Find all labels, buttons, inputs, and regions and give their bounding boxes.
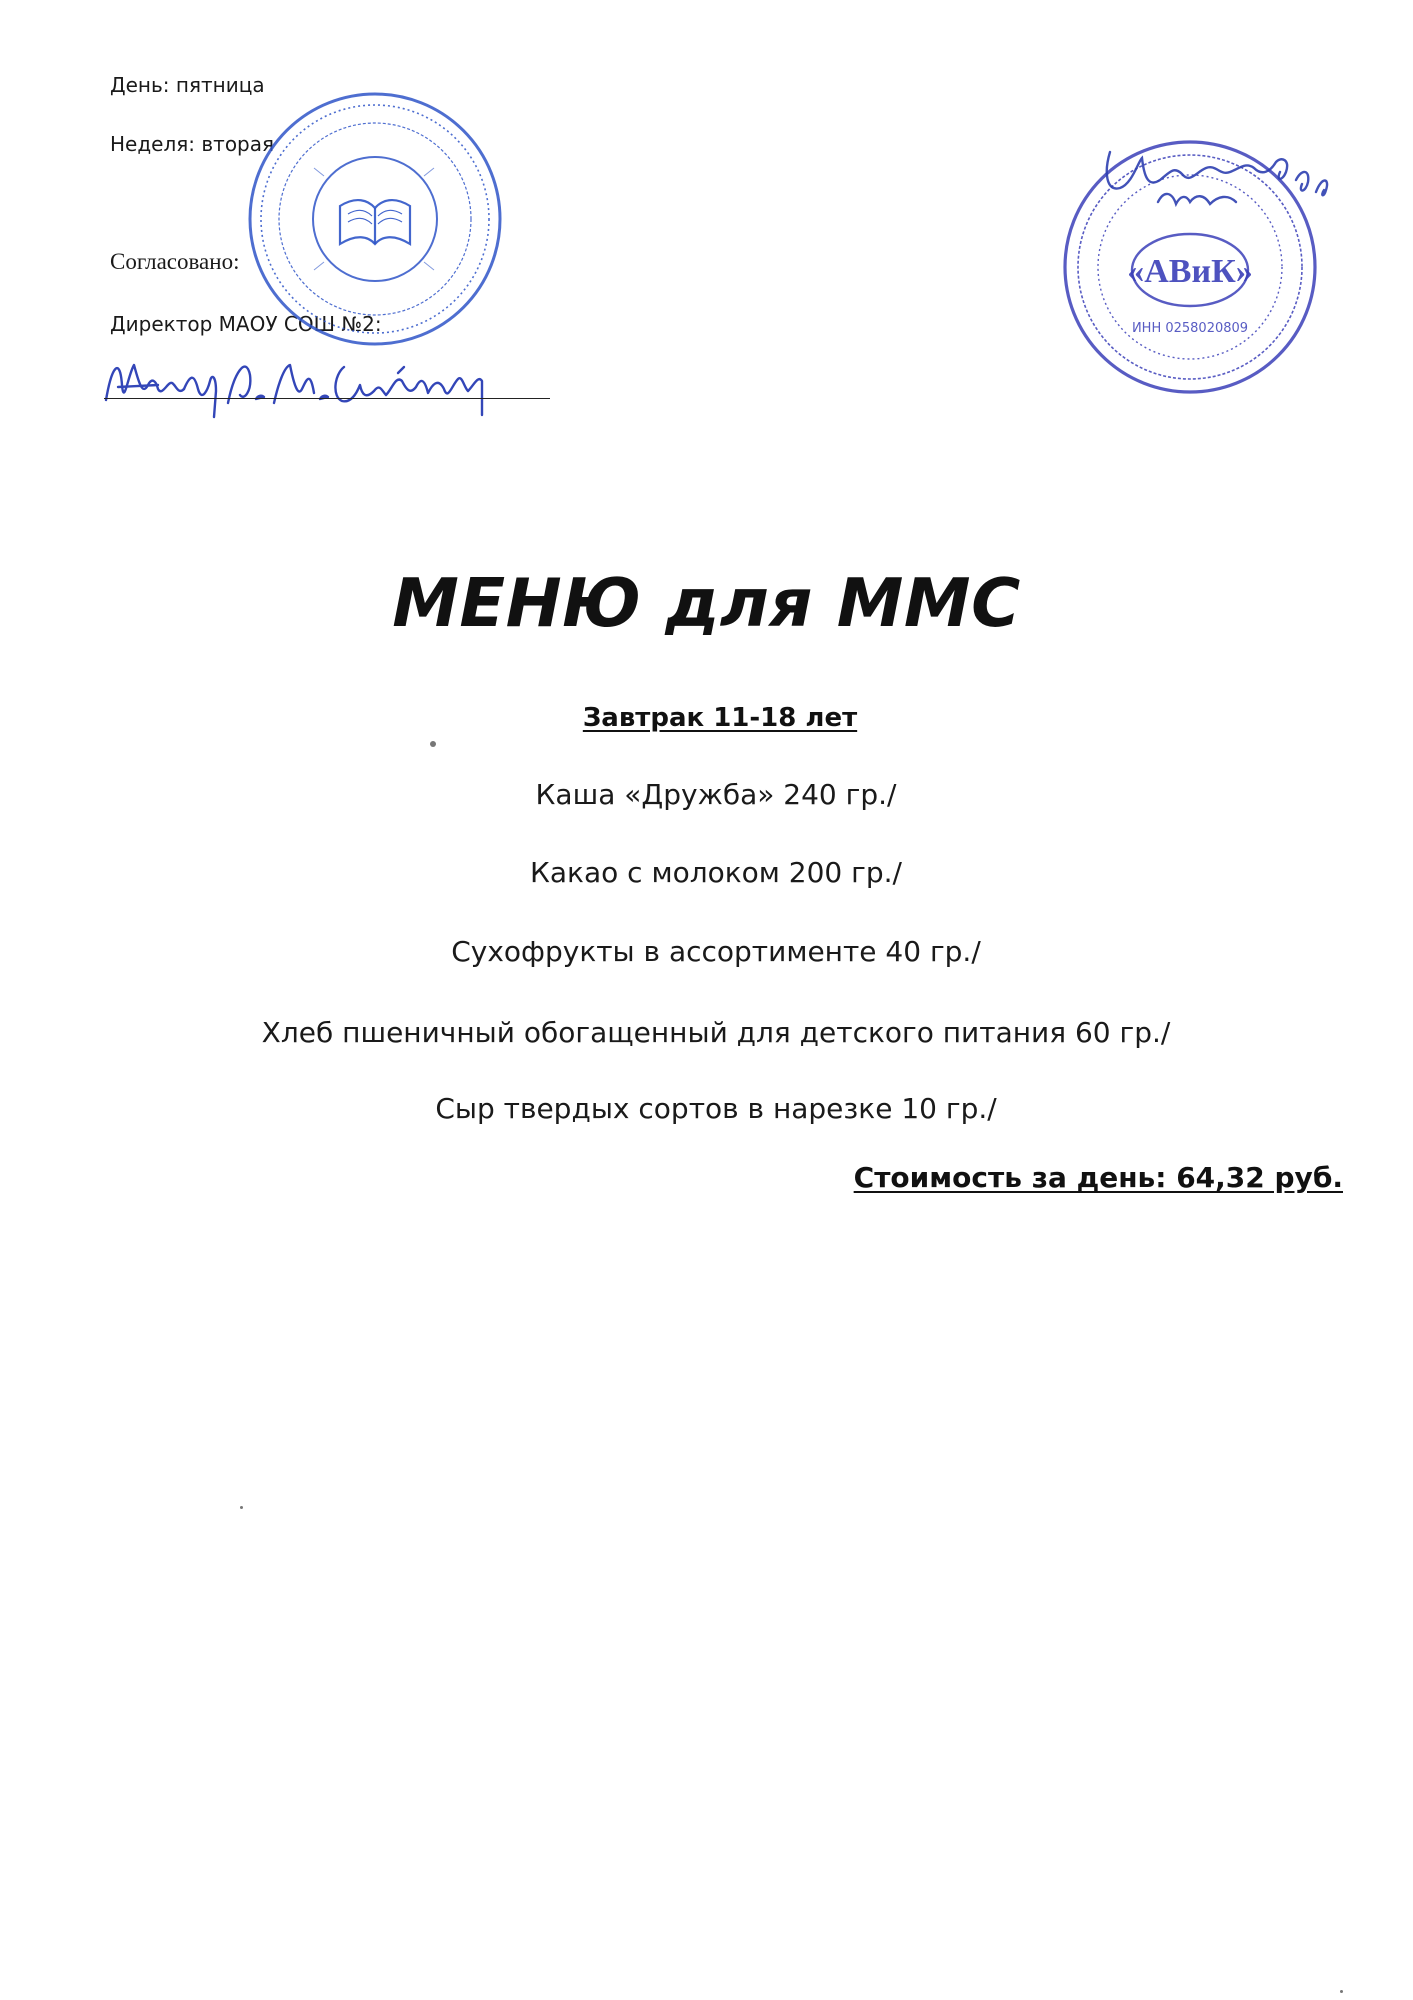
school-stamp [244, 88, 506, 350]
menu-item: Сыр твердых сортов в нарезке 10 гр./ [435, 1092, 997, 1125]
scan-speck [430, 741, 436, 747]
company-stamp-inn: ИНН 0258020809 [1131, 321, 1249, 336]
open-book-icon [340, 200, 410, 244]
menu-item: Сухофрукты в ассортименте 40 гр./ [451, 935, 981, 968]
signature-line [104, 398, 550, 399]
scan-speck [240, 1506, 243, 1509]
company-stamp [1040, 132, 1340, 412]
page-title: МЕНЮ для ММС [392, 564, 1021, 642]
menu-item: Каша «Дружба» 240 гр./ [535, 778, 897, 811]
company-stamp-center-text: «АВиК» [1127, 253, 1253, 290]
approved-label: Согласовано: [110, 249, 240, 274]
day-label: День: пятница [110, 73, 265, 97]
meal-subtitle: Завтрак 11-18 лет [582, 703, 858, 733]
week-label: Неделя: вторая [110, 132, 275, 156]
menu-item: Какао с молоком 200 гр./ [530, 856, 902, 889]
daily-cost: Стоимость за день: 64,32 руб. [853, 1161, 1343, 1194]
director-label: Директор МАОУ СОШ №2: [110, 312, 382, 336]
menu-item: Хлеб пшеничный обогащенный для детского питания 60 гр./ [261, 1016, 1171, 1049]
scan-speck [1340, 1990, 1343, 1993]
director-signature [98, 345, 538, 425]
